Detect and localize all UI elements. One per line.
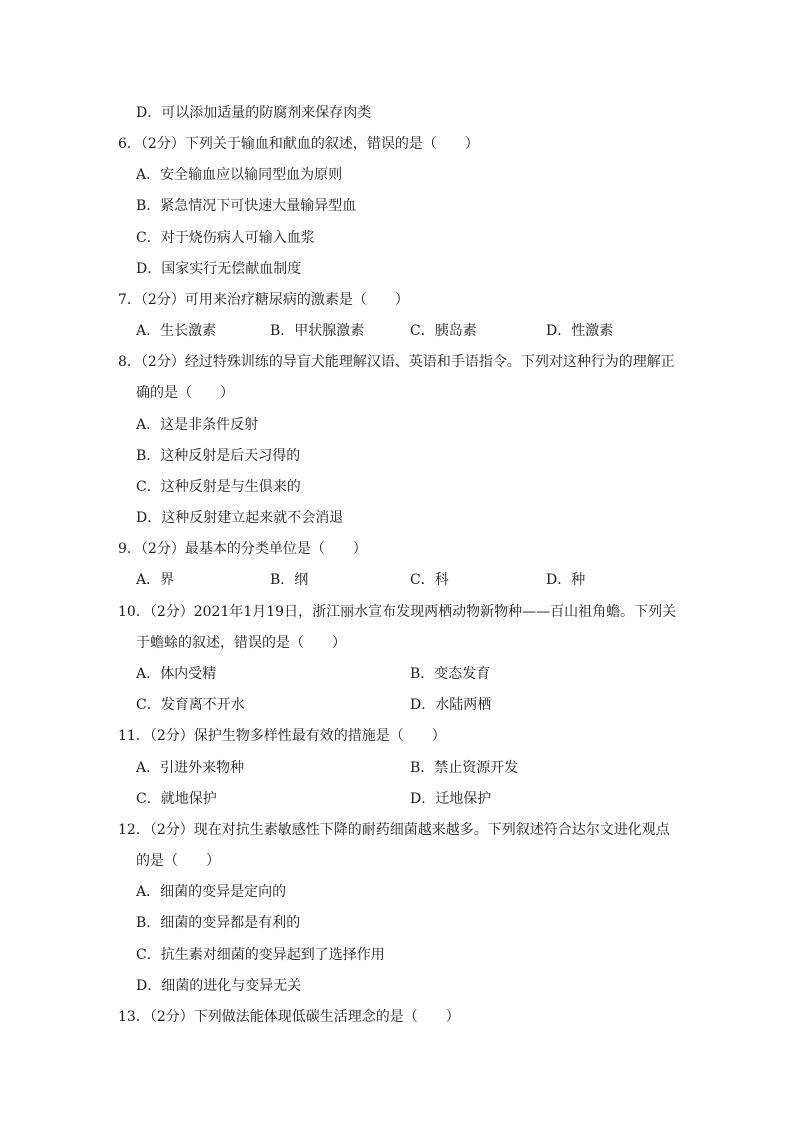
- q8-option-c: C．这种反射是与生俱来的: [136, 479, 301, 495]
- q7-option-c: C．胰岛素: [410, 323, 477, 339]
- q5-option-d: D．可以添加适量的防腐剂来保存肉类: [136, 105, 372, 121]
- q11-option-b: B．禁止资源开发: [410, 760, 519, 776]
- q10-option-a: A．体内受精: [136, 666, 217, 682]
- q6-option-b: B．紧急情况下可快速大量输异型血: [136, 198, 357, 214]
- q9-option-d: D．种: [546, 572, 586, 588]
- q11-option-a: A．引进外来物种: [136, 760, 245, 776]
- question-7-stem: 7．（2分）可用来治疗糖尿病的激素是（ ）: [118, 292, 409, 308]
- q9-option-a: A．界: [136, 572, 175, 588]
- q12-option-a: A．细菌的变异是定向的: [136, 884, 287, 900]
- q7-option-d: D．性激素: [546, 323, 614, 339]
- q10-option-d: D．水陆两栖: [410, 697, 492, 713]
- question-10-stem-cont: 于蟾蜍的叙述，错误的是（ ）: [136, 635, 346, 651]
- q8-option-a: A．这是非条件反射: [136, 417, 259, 433]
- q10-option-c: C．发育离不开水: [136, 697, 245, 713]
- q12-option-d: D．细菌的进化与变异无关: [136, 978, 302, 994]
- q11-option-c: C．就地保护: [136, 791, 217, 807]
- q8-option-d: D．这种反射建立起来就不会消退: [136, 510, 344, 526]
- q9-option-b: B．纲: [270, 572, 309, 588]
- q7-option-b: B．甲状腺激素: [270, 323, 365, 339]
- q8-option-b: B．这种反射是后天习得的: [136, 448, 301, 464]
- question-12-stem: 12．（2分）现在对抗生素敏感性下降的耐药细菌越来越多。下列叙述符合达尔文进化观点: [118, 822, 670, 838]
- question-12-stem-cont: 的是（ ）: [136, 853, 220, 869]
- question-8-stem: 8．（2分）经过特殊训练的导盲犬能理解汉语、英语和手语指令。下列对这种行为的理解正: [118, 354, 675, 370]
- q12-option-b: B．细菌的变异都是有利的: [136, 915, 301, 931]
- q6-option-c: C．对于烧伤病人可输入血浆: [136, 230, 315, 246]
- question-10-stem: 10．（2分）2021年1月19日，浙江丽水宣布发现两栖动物新物种——百山祖角蟾。下列关: [118, 604, 677, 620]
- q6-option-d: D．国家实行无偿献血制度: [136, 261, 302, 277]
- question-6-stem: 6．（2分）下列关于输血和献血的叙述，错误的是（ ）: [118, 136, 479, 152]
- q7-option-a: A．生长激素: [136, 323, 217, 339]
- q6-option-a: A．安全输血应以输同型血为原则: [136, 167, 343, 183]
- question-8-stem-cont: 确的是（ ）: [136, 385, 234, 401]
- q9-option-c: C．科: [410, 572, 449, 588]
- q11-option-d: D．迁地保护: [410, 791, 492, 807]
- question-9-stem: 9．（2分）最基本的分类单位是（ ）: [118, 541, 367, 557]
- q10-option-b: B．变态发育: [410, 666, 491, 682]
- question-13-stem: 13．（2分）下列做法能体现低碳生活理念的是（ ）: [118, 1009, 460, 1025]
- q12-option-c: C．抗生素对细菌的变异起到了选择作用: [136, 947, 385, 963]
- question-11-stem: 11．（2分）保护生物多样性最有效的措施是（ ）: [118, 728, 446, 744]
